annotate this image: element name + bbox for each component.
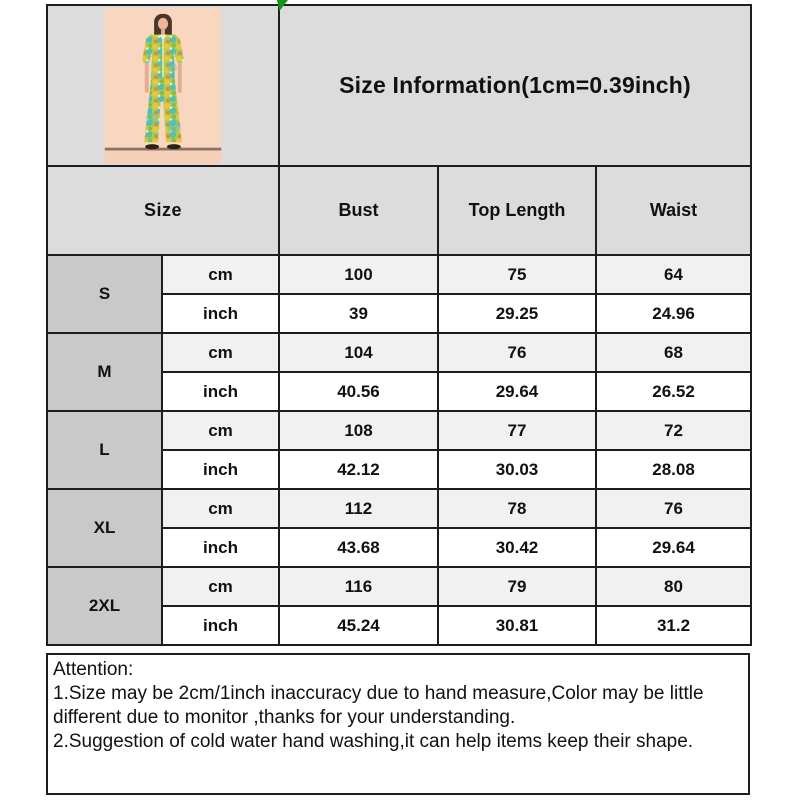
value-xl-inch-waist: 29.64	[596, 528, 751, 567]
value-m-inch-top-length: 29.64	[438, 372, 596, 411]
attention-heading: Attention:	[53, 659, 134, 680]
value-s-inch-bust: 39	[279, 294, 438, 333]
value-xl-cm-top-length: 78	[438, 489, 596, 528]
attention-line-2: 2.Suggestion of cold water hand washing,it can help items keep their shape.	[53, 731, 694, 752]
unit-label-cm: cm	[162, 255, 279, 294]
product-photo	[48, 6, 278, 165]
size-label-xl: XL	[47, 489, 162, 567]
value-l-inch-waist: 28.08	[596, 450, 751, 489]
unit-label-inch: inch	[162, 294, 279, 333]
column-header-bust: Bust	[279, 166, 438, 255]
unit-label-cm: cm	[162, 567, 279, 606]
value-m-inch-waist: 26.52	[596, 372, 751, 411]
size-info-title: Size Information(1cm=0.39inch)	[279, 5, 751, 166]
value-m-cm-waist: 68	[596, 333, 751, 372]
unit-label-cm: cm	[162, 411, 279, 450]
value-l-inch-bust: 42.12	[279, 450, 438, 489]
unit-label-cm: cm	[162, 333, 279, 372]
value-m-cm-top-length: 76	[438, 333, 596, 372]
value-l-inch-top-length: 30.03	[438, 450, 596, 489]
attention-line-1: 1.Size may be 2cm/1inch inaccuracy due to hand measure,Color may be little different due to monitor ,thanks for your understanding.	[53, 683, 704, 728]
value-s-cm-bust: 100	[279, 255, 438, 294]
size-label-s: S	[47, 255, 162, 333]
unit-label-cm: cm	[162, 489, 279, 528]
value-xl-inch-top-length: 30.42	[438, 528, 596, 567]
size-table	[46, 4, 752, 646]
value-l-cm-waist: 72	[596, 411, 751, 450]
value-2xl-cm-top-length: 79	[438, 567, 596, 606]
unit-label-inch: inch	[162, 372, 279, 411]
attention-box	[46, 653, 750, 795]
value-2xl-cm-bust: 116	[279, 567, 438, 606]
value-s-inch-waist: 24.96	[596, 294, 751, 333]
unit-label-inch: inch	[162, 528, 279, 567]
column-header-waist: Waist	[596, 166, 751, 255]
product-photo-cell	[47, 5, 279, 166]
unit-label-inch: inch	[162, 450, 279, 489]
value-xl-cm-bust: 112	[279, 489, 438, 528]
column-header-top-length: Top Length	[438, 166, 596, 255]
value-m-cm-bust: 104	[279, 333, 438, 372]
value-2xl-inch-top-length: 30.81	[438, 606, 596, 645]
value-2xl-inch-bust: 45.24	[279, 606, 438, 645]
value-2xl-inch-waist: 31.2	[596, 606, 751, 645]
value-s-cm-waist: 64	[596, 255, 751, 294]
value-m-inch-bust: 40.56	[279, 372, 438, 411]
value-l-cm-bust: 108	[279, 411, 438, 450]
value-2xl-cm-waist: 80	[596, 567, 751, 606]
unit-label-inch: inch	[162, 606, 279, 645]
size-column-header: Size	[47, 166, 279, 255]
value-s-cm-top-length: 75	[438, 255, 596, 294]
size-label-l: L	[47, 411, 162, 489]
value-l-cm-top-length: 77	[438, 411, 596, 450]
value-xl-inch-bust: 43.68	[279, 528, 438, 567]
size-label-2xl: 2XL	[47, 567, 162, 645]
value-xl-cm-waist: 76	[596, 489, 751, 528]
value-s-inch-top-length: 29.25	[438, 294, 596, 333]
size-label-m: M	[47, 333, 162, 411]
model-photo-illustration	[104, 8, 222, 164]
